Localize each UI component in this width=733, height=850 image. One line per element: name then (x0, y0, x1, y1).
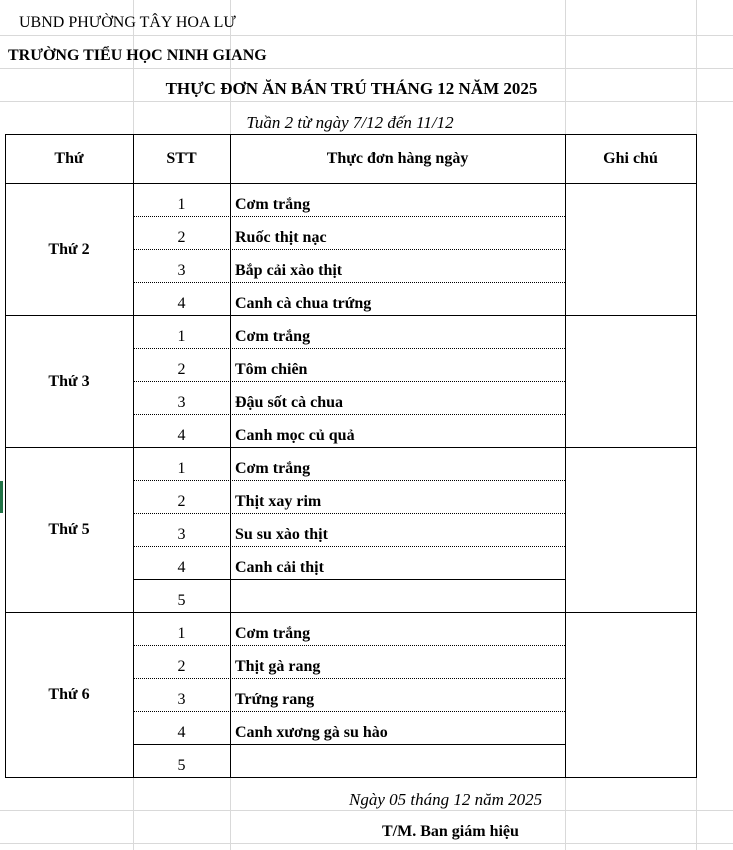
stt-cell: 5 (177, 592, 186, 609)
dish-cell: Cơm trắng (235, 625, 311, 642)
signature-title: T/M. Ban giám hiệu (382, 823, 519, 840)
dish-cell: Su su xào thịt (235, 526, 328, 543)
school-name: TRƯỜNG TIỂU HỌC NINH GIANG (8, 47, 267, 64)
stt-cell: 3 (177, 691, 186, 708)
day-label-thu-2: Thứ 2 (48, 241, 90, 258)
stt-cell: 4 (177, 427, 186, 444)
cell-selection-marker (0, 481, 3, 513)
dish-cell: Trứng rang (235, 691, 315, 708)
day-label-thu-3: Thứ 3 (48, 373, 90, 390)
dish-cell: Canh cà chua trứng (235, 295, 372, 312)
page-title: THỰC ĐƠN ĂN BÁN TRÚ THÁNG 12 NĂM 2025 (165, 79, 538, 98)
stt-cell: 1 (177, 328, 186, 345)
day-label-thu-6: Thứ 6 (48, 686, 90, 703)
dish-cell: Bắp cải xào thịt (235, 262, 343, 279)
stt-cell: 1 (177, 625, 186, 642)
week-subtitle: Tuần 2 từ ngày 7/12 đến 11/12 (246, 113, 454, 132)
dish-cell: Cơm trắng (235, 328, 311, 345)
stt-cell: 4 (177, 724, 186, 741)
dish-cell: Thịt gà rang (235, 658, 321, 675)
dish-cell: Canh mọc củ quả (235, 427, 355, 444)
stt-cell: 2 (177, 229, 186, 246)
dish-cell: Tôm chiên (235, 361, 308, 378)
dish-cell: Canh cải thịt (235, 559, 324, 576)
stt-cell: 2 (177, 493, 186, 510)
day-label-thu-5: Thứ 5 (48, 521, 90, 538)
stt-cell: 3 (177, 526, 186, 543)
dish-cell: Thịt xay rim (235, 493, 322, 510)
authority-name: UBND PHƯỜNG TÂY HOA LƯ (19, 14, 236, 31)
issue-date: Ngày 05 tháng 12 năm 2025 (349, 790, 543, 809)
dish-cell: Cơm trắng (235, 196, 311, 213)
stt-cell: 3 (177, 394, 186, 411)
dish-cell: Canh xương gà su hào (235, 724, 388, 741)
stt-cell: 1 (177, 460, 186, 477)
dish-cell: Đậu sốt cà chua (235, 394, 344, 411)
stt-cell: 2 (177, 361, 186, 378)
stt-cell: 5 (177, 757, 186, 774)
stt-cell: 4 (177, 559, 186, 576)
stt-cell: 3 (177, 262, 186, 279)
column-header-menu: Thực đơn hàng ngày (326, 150, 469, 167)
column-header-day: Thứ (54, 150, 84, 167)
stt-cell: 2 (177, 658, 186, 675)
dish-cell: Ruốc thịt nạc (235, 229, 327, 246)
column-header-stt: STT (166, 150, 197, 167)
stt-cell: 4 (177, 295, 186, 312)
column-header-notes: Ghi chú (603, 150, 658, 167)
dish-cell: Cơm trắng (235, 460, 311, 477)
stt-cell: 1 (177, 196, 186, 213)
